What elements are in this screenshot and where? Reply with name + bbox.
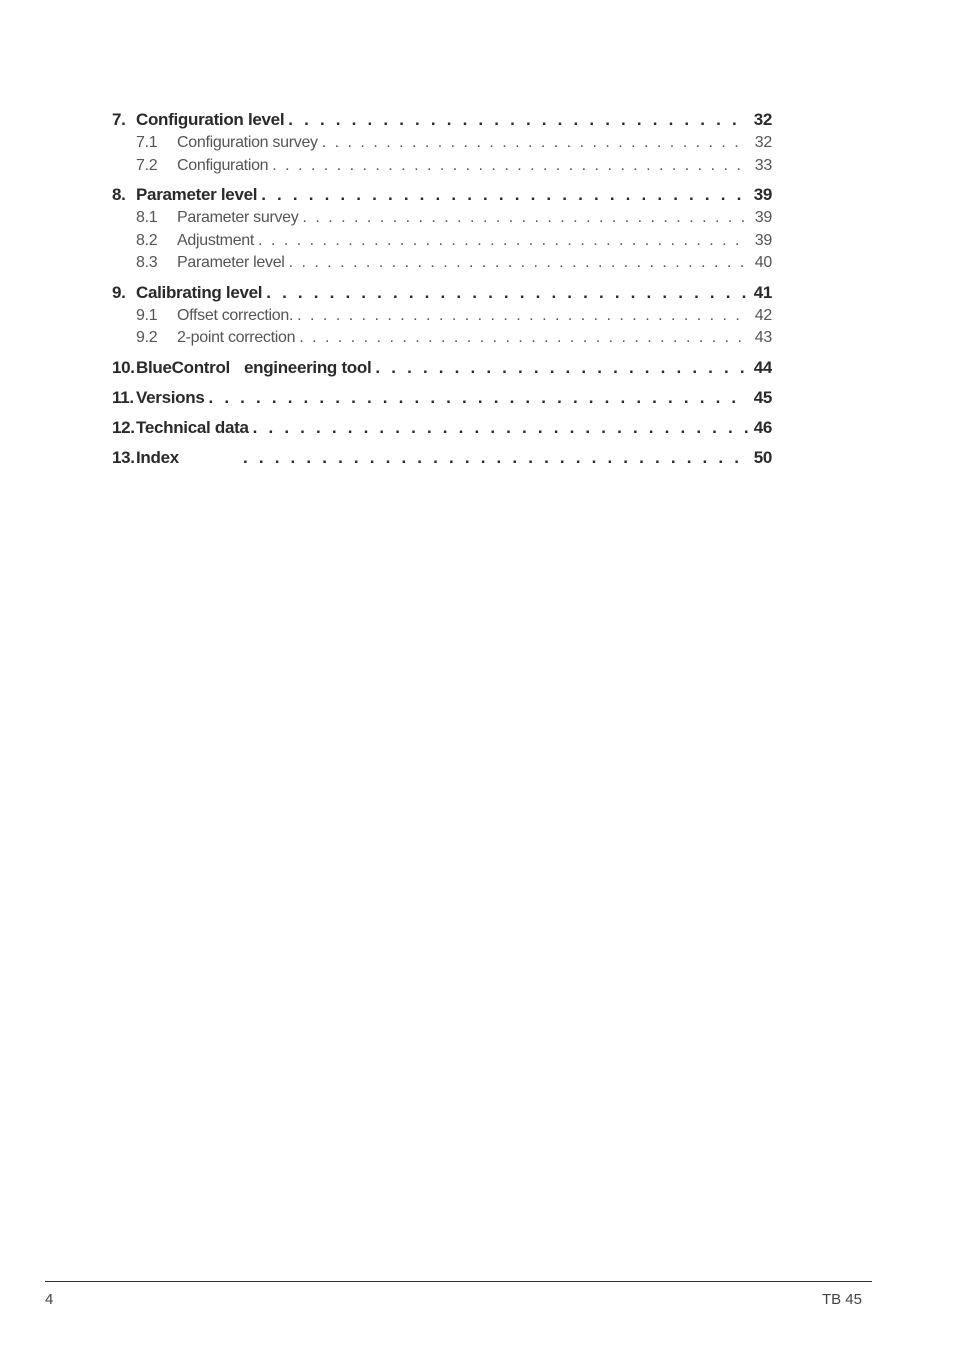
dot-leader [289, 252, 748, 275]
toc-page-number: 44 [753, 357, 772, 377]
dot-leader [375, 356, 748, 380]
dot-leader [299, 327, 748, 350]
toc-title: Versions [136, 387, 205, 407]
toc-number: 8.3 [136, 254, 158, 271]
toc-entry-7-2[interactable] [112, 155, 772, 178]
toc-page-number: 43 [754, 329, 772, 346]
toc-page-number: 40 [754, 254, 772, 271]
toc-page-number: 33 [754, 156, 772, 174]
dot-leader [261, 183, 748, 207]
dot-leader [253, 416, 748, 440]
toc-title: Configuration [177, 156, 269, 174]
toc-entry-9[interactable] [112, 281, 772, 305]
toc-page-number: 39 [754, 209, 772, 226]
toc-entry-13[interactable] [112, 446, 772, 470]
toc-title-part: engineering tool [243, 357, 372, 377]
toc-number: 7. [112, 110, 126, 129]
dot-leader [288, 108, 748, 132]
toc-title: Configuration survey [177, 134, 318, 151]
toc-number: 12. [112, 417, 135, 437]
toc-number: 9.2 [136, 329, 158, 346]
toc-page-number: 41 [753, 282, 772, 302]
dot-leader [258, 230, 748, 253]
toc-page-number: 39 [754, 231, 772, 249]
toc-title [136, 356, 375, 380]
toc-page-number: 32 [754, 134, 772, 151]
toc-entry-8-2[interactable] [112, 230, 772, 253]
toc-entry-9-1[interactable] [112, 305, 772, 328]
toc-entry-11[interactable] [112, 386, 772, 410]
toc-page-number: 45 [753, 387, 772, 407]
toc-title: Calibrating level [136, 282, 263, 302]
toc-title: Adjustment [177, 231, 255, 249]
toc-entry-8[interactable] [112, 183, 772, 207]
toc-title-part: BlueControl [136, 357, 230, 377]
toc-entry-7[interactable] [112, 108, 772, 132]
toc-title: Technical data [136, 417, 249, 437]
dot-leader [208, 386, 748, 410]
toc-title: Configuration level [136, 110, 285, 129]
toc-page-number: 50 [753, 447, 772, 467]
dot-leader [322, 132, 748, 155]
toc-number: 13. [112, 447, 135, 467]
toc-number: 10. [112, 357, 135, 377]
toc-title: Offset correction. [177, 306, 294, 324]
toc-entry-8-3[interactable] [112, 252, 772, 275]
footer-page-number: 4 [45, 1291, 54, 1308]
toc-number: 7.1 [136, 134, 158, 151]
toc-page-number: 42 [754, 306, 772, 324]
toc-title: Parameter level [177, 254, 285, 271]
toc-entry-12[interactable] [112, 416, 772, 440]
toc-number: 7.2 [136, 156, 158, 174]
dot-leader [266, 281, 748, 305]
dot-leader [243, 446, 748, 470]
toc-number: 8.2 [136, 231, 158, 249]
toc-number: 8. [112, 185, 126, 204]
footer-divider [45, 1281, 872, 1282]
toc-title: Parameter level [136, 185, 258, 204]
toc-number: 9.1 [136, 306, 158, 324]
toc-title: Index [136, 447, 179, 467]
footer-document-id: TB 45 [821, 1291, 862, 1308]
toc-entry-10[interactable] [112, 356, 772, 380]
toc-entry-7-1[interactable] [112, 132, 772, 155]
toc-number: 9. [112, 282, 126, 302]
toc-entry-8-1[interactable] [112, 207, 772, 230]
dot-leader [272, 155, 748, 178]
toc-entry-9-2[interactable] [112, 327, 772, 350]
toc-number: 11. [112, 387, 134, 407]
toc-page-number: 46 [753, 417, 772, 437]
toc-title: 2-point correction [177, 329, 296, 346]
dot-leader [297, 305, 748, 328]
toc-number: 8.1 [136, 209, 158, 226]
toc-title: Parameter survey [177, 209, 299, 226]
toc-page-number: 39 [753, 185, 772, 204]
toc-page-number: 32 [753, 110, 772, 129]
table-of-contents [112, 108, 772, 470]
dot-leader [302, 207, 748, 230]
